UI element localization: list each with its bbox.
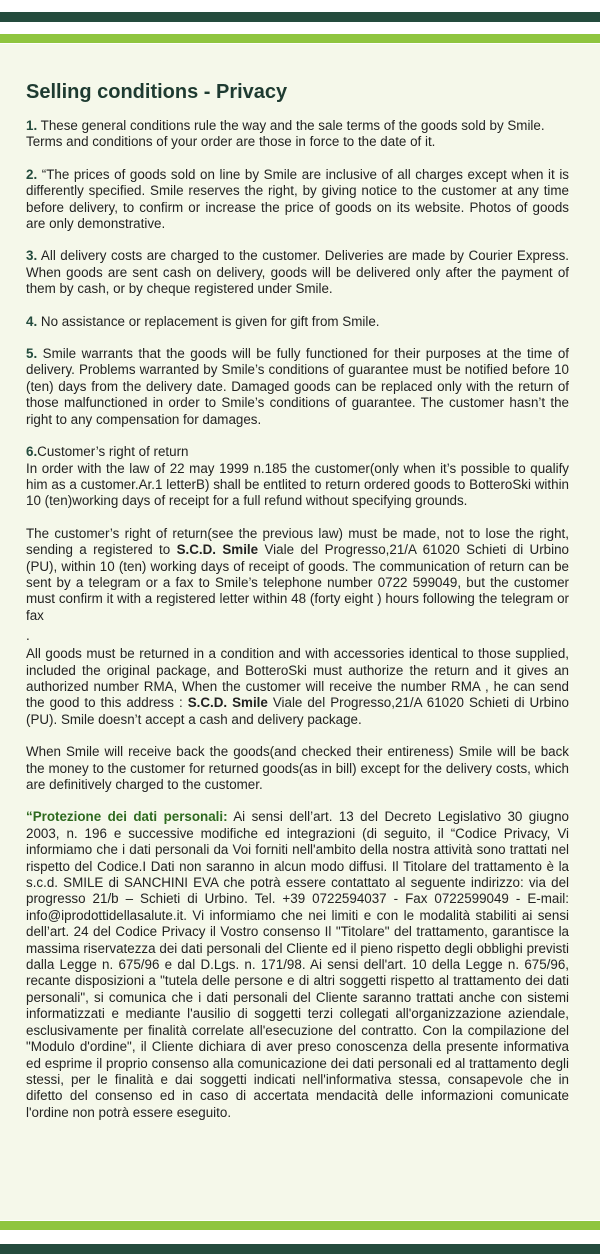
section-3-number: 3.: [26, 248, 38, 264]
return-paragraph: [26, 526, 569, 624]
section-5-number: 5.: [26, 346, 38, 362]
bottom-dark-stripe: [0, 1244, 600, 1254]
section-1-number: 1.: [26, 118, 38, 133]
section-6: [26, 444, 569, 510]
return-company: S.C.D. Smile: [176, 542, 259, 558]
goods-return-paragraph: [26, 646, 569, 728]
return-text-a: The customer’s right of return(see the previous law) must be made, not to lose the right, sending a registered to: [26, 525, 569, 558]
top-dark-stripe: [0, 12, 600, 22]
privacy-paragraph: [26, 809, 569, 1121]
section-1-text: These general conditions rule the way and the sale terms of the goods sold by Smile.: [37, 118, 545, 133]
privacy-title: “Protezione dei dati personali:: [26, 809, 228, 825]
section-4-number: 4.: [26, 313, 38, 329]
section-2-number: 2.: [26, 166, 38, 182]
section-2: [26, 167, 569, 233]
section-6-heading: Customer’s right of return: [37, 444, 189, 460]
separator-dot: .: [26, 628, 30, 644]
section-1-text-2: Terms and conditions of your order are those in force to the date of it.: [26, 134, 436, 150]
bottom-light-stripe: [0, 1221, 600, 1230]
section-5: [26, 346, 569, 428]
section-4: [26, 314, 569, 330]
refund-paragraph: When Smile will receive back the goods(and checked their entireness) Smile will be back the money to the customer for returned goods(as in bill) except for the delivery costs, which are definitively charged to the customer.: [26, 744, 569, 792]
section-3: [26, 248, 569, 297]
section-2-text: “The prices of goods sold on line by Smile are inclusive of all charges except when it is differently specified. Smile reserves the right, by giving notice to the customer at any time before delivery, to confirm or increase the price of goods on its website. Photos of goods are only demonstrative.: [26, 166, 569, 232]
top-light-stripe: [0, 34, 600, 43]
goods-text-b: Viale del Progresso,21/A 61020 Schieti di Urbino (PU). Smile doesn’t accept a cash and delivery package.: [26, 695, 569, 727]
section-6-text: In order with the law of 22 may 1999 n.185 the customer(only when it’s possible to qualify him as a customer.Ar.1 letterB) shall be entlited to return ordered goods to BotteroSki within 10 (ten)working days of receipt for a full refund without specifying grounds.: [26, 460, 569, 509]
section-4-text: No assistance or replacement is given for gift from Smile.: [37, 313, 380, 329]
goods-company: S.C.D. Smile: [187, 695, 268, 711]
section-5-text: Smile warrants that the goods will be fully functioned for their purposes at the time of delivery. Problems warranted by Smile’s conditions of guarantee must be notified before 10 (ten) days from the delivery date. Damaged goods can be replaced only with the return of those malfunctioned in order to Smile’s conditions of guarantee. The customer hasn’t the right to any compensation for damages.: [26, 346, 569, 427]
conditions-document: [26, 80, 569, 1137]
section-1: [26, 118, 569, 151]
page-title: Selling conditions - Privacy: [26, 81, 288, 103]
section-3-text: All delivery costs are charged to the customer. Deliveries are made by Courier Express. When goods are sent cash on delivery, goods will be delivered only after the payment of them by cash, or by cheque registered under Smile.: [26, 248, 569, 297]
goods-text-a: All goods must be returned in a condition and with accessories identical to those supplied, included the original package, and BotteroSki must authorize the return and it gives an authorized number RMA, When the customer will receive the number RMA , he can send the good to this address :: [26, 646, 569, 711]
privacy-text: Ai sensi dell’art. 13 del Decreto Legislativo 30 giugno 2003, n. 196 e successive modifiche ed integrazioni (di seguito, il “Codice Privacy, Vi informiamo che i dati personali da Voi forniti nell'ambito della nostra attività sono trattati nel rispetto del Codice.I Dati non saranno in alcun modo diffusi. Il Titolare del trattamento è la s.c.d. SMILE di SANCHINI EVA che potrà essere contattato al seguente indirizzo: via del progresso 21/b – Schieti di Urbino. Tel. +39 0722594037 - Fax 0722599049 - E-mail: info@iprodottidellasalute.it. Vi informiamo che nei limiti e con le modalità stabiliti ai sensi dell’art. 24 del Codice Privacy il Vostro consenso Il "Titolare" del trattamento, garantisce la massima riservatezza dei dati personali del Cliente ed il pieno rispetto degli obblighi previsti dalla Legge n. 675/96 e dal D.Lgs. n. 171/98. Ai sensi dell'art. 10 della Legge n. 675/96, recante disposizioni a "tutela delle persone e di altri soggetti rispetto al trattamento dei dati personali", si comunica che i dati personali del Cliente saranno trattati anche con sistemi informatizzati e mediante l'ausilio di soggetti terzi collegati all'organizzazione aziendale, esclusivamente per finalità correlate all'esecuzione del contratto. Con la compilazione del "Modulo d'ordine", il Cliente dichiara di aver preso conoscenza della presente informativa ed esprime il proprio consenso alla comunicazione dei dati personali ed al trattamento degli stessi, per le finalità e dai soggetti indicati nell'informativa stessa, consapevole che in difetto del consenso ed in caso di accertata mendacità delle informazioni comunicate l'ordine non potrà essere eseguito.: [26, 809, 569, 1120]
section-6-number: 6.: [26, 444, 38, 460]
return-text-b: Viale del Progresso,21/A 61020 Schieti di Urbino (PU), within 10 (ten) working days of receipt of goods. The communication of return can be sent by a telegram or a fax to Smile’s telephone number 0722 599049, but the customer must confirm it with a registered letter within 48 (forty eight ) hours following the telegram or fax: [26, 542, 569, 623]
